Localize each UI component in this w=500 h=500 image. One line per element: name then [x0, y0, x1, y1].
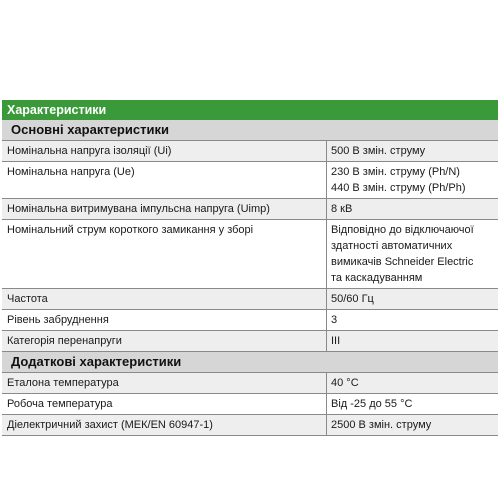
- row-value-line: 8 кВ: [331, 203, 353, 215]
- row-value: [327, 331, 498, 351]
- row-value-line: вимикачів Schneider Electric: [331, 256, 474, 268]
- row-label: [2, 199, 327, 219]
- row-label-text: Номінальний струм короткого замикання у зборі: [7, 224, 254, 236]
- row-label-text: Частота: [7, 293, 48, 305]
- table-row: [2, 162, 498, 198]
- row-value: [327, 199, 498, 219]
- row-value: [327, 373, 498, 393]
- row-label-text: Рівень забруднення: [7, 314, 109, 326]
- table-row: [2, 415, 498, 435]
- row-value-line: 230 В змін. струму (Ph/N): [331, 166, 460, 178]
- row-label-text: Діелектричний захист (МЕК/EN 60947-1): [7, 419, 213, 431]
- row-label: [2, 394, 327, 414]
- row-label-text: Робоча температура: [7, 398, 113, 410]
- row-value: [327, 162, 498, 198]
- table-row: [2, 199, 498, 219]
- section-heading: Додаткові характеристики: [2, 352, 498, 372]
- row-value-line: 40 °C: [331, 377, 359, 389]
- row-value-line: 500 В змін. струму: [331, 145, 426, 157]
- section-heading: Основні характеристики: [2, 120, 498, 140]
- row-value-line: та каскадуванням: [331, 272, 423, 284]
- row-value: [327, 220, 498, 288]
- row-label: [2, 415, 327, 435]
- row-value: [327, 394, 498, 414]
- table-row: [2, 310, 498, 330]
- row-label-text: Категорія перенапруги: [7, 335, 122, 347]
- row-label-text: Еталона температура: [7, 377, 119, 389]
- row-label: [2, 289, 327, 309]
- row-value: [327, 289, 498, 309]
- row-value: [327, 415, 498, 435]
- row-label-text: Номінальна витримувана імпульсна напруга (Uimp): [7, 203, 270, 215]
- table-row: [2, 289, 498, 309]
- row-value: [327, 141, 498, 161]
- row-value: [327, 310, 498, 330]
- table-row: [2, 394, 498, 414]
- table-row: [2, 373, 498, 393]
- row-label: [2, 141, 327, 161]
- row-value-line: Від -25 до 55 °C: [331, 398, 413, 410]
- row-label: [2, 310, 327, 330]
- characteristics-table: [2, 100, 498, 436]
- table-row: [2, 141, 498, 161]
- row-value-line: здатності автоматичних: [331, 240, 453, 252]
- section-end-divider: [2, 435, 498, 436]
- row-value-line: 50/60 Гц: [331, 293, 374, 305]
- table-row: [2, 331, 498, 351]
- table-body: [2, 120, 498, 436]
- row-label: [2, 220, 327, 288]
- row-value-line: 2500 В змін. струму: [331, 419, 432, 431]
- table-row: [2, 220, 498, 288]
- row-value-line: 440 В змін. струму (Ph/Ph): [331, 182, 466, 194]
- row-label-text: Номінальна напруга (Ue): [7, 166, 135, 178]
- row-label-text: Номінальна напруга ізоляції (Ui): [7, 145, 172, 157]
- row-value-line: 3: [331, 314, 338, 326]
- row-label: [2, 162, 327, 198]
- row-value-line: III: [331, 335, 341, 347]
- table-title: Характеристики: [2, 100, 498, 120]
- row-label: [2, 331, 327, 351]
- row-value-line: Відповідно до відключаючої: [331, 224, 474, 236]
- row-label: [2, 373, 327, 393]
